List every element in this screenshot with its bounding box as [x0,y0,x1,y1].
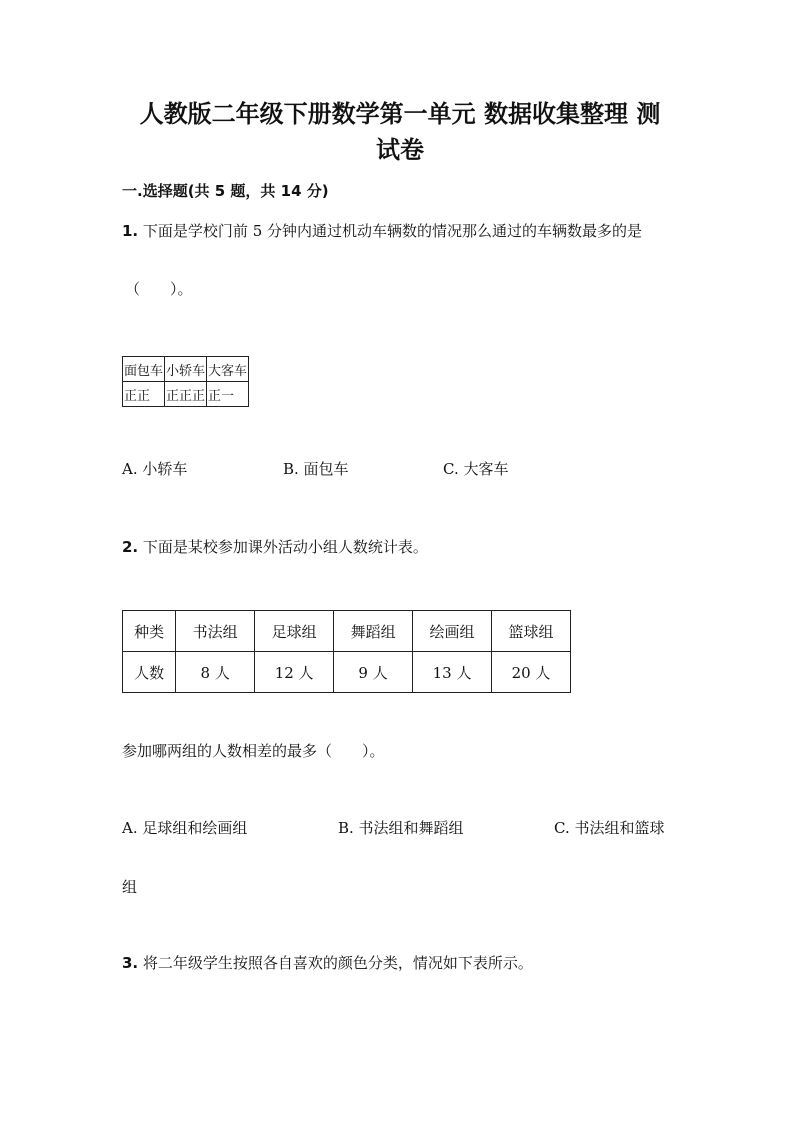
question-1 [122,220,642,241]
question-1-number: 1. [122,222,139,240]
table-cell: 12 人 [255,652,334,693]
question-2-number: 2. [122,538,139,556]
table-cell: 20 人 [492,652,571,693]
question-1-option-a[interactable]: A. 小轿车 [122,460,188,478]
table-header-cell: 面包车 [123,357,165,382]
table-header-cell: 书法组 [176,611,255,652]
question-2-prompt: 参加哪两组的人数相差的最多（ ）。 [122,742,385,760]
table-cell: 正一 [207,382,249,407]
table-row [123,357,249,382]
table-header-cell: 绘画组 [413,611,492,652]
table-cell: 13 人 [413,652,492,693]
page-title [110,96,690,168]
table-row [123,611,571,652]
question-3-number: 3. [122,954,139,972]
question-2-text: 下面是某校参加课外活动小组人数统计表。 [142,538,428,556]
question-1-option-b[interactable]: B. 面包车 [283,460,349,478]
question-1-text: 下面是学校门前 5 分钟内通过机动车辆数的情况那么通过的车辆数最多的是 [142,222,643,240]
table-header-cell: 足球组 [255,611,334,652]
table-cell: 人数 [123,652,176,693]
title-line-1: 人教版二年级下册数学第一单元 数据收集整理 测 [139,100,661,128]
table-header-cell: 种类 [123,611,176,652]
table-cell: 正正正 [165,382,207,407]
question-2-option-c-continuation[interactable]: 组 [122,878,138,896]
activity-group-table [122,610,571,693]
table-cell: 正正 [123,382,165,407]
question-3 [122,952,533,973]
table-row [123,652,571,693]
table-header-cell: 篮球组 [492,611,571,652]
table-header-cell: 大客车 [207,357,249,382]
question-2-option-c[interactable]: C. 书法组和篮球 [554,819,665,837]
table-row [123,382,249,407]
question-2-option-b[interactable]: B. 书法组和舞蹈组 [338,819,464,837]
table-cell: 9 人 [334,652,413,693]
question-1-answer-blank: （ ）。 [125,280,193,298]
question-2-option-a[interactable]: A. 足球组和绘画组 [122,819,248,837]
question-1-option-c[interactable]: C. 大客车 [443,460,509,478]
title-line-2: 试卷 [376,136,424,164]
table-cell: 8 人 [176,652,255,693]
question-2 [122,536,428,557]
section-heading: 一.选择题(共 5 题，共 14 分) [122,182,329,200]
vehicle-tally-table [122,356,249,407]
table-header-cell: 小轿车 [165,357,207,382]
question-3-text: 将二年级学生按照各自喜欢的颜色分类，情况如下表所示。 [142,954,533,972]
table-header-cell: 舞蹈组 [334,611,413,652]
